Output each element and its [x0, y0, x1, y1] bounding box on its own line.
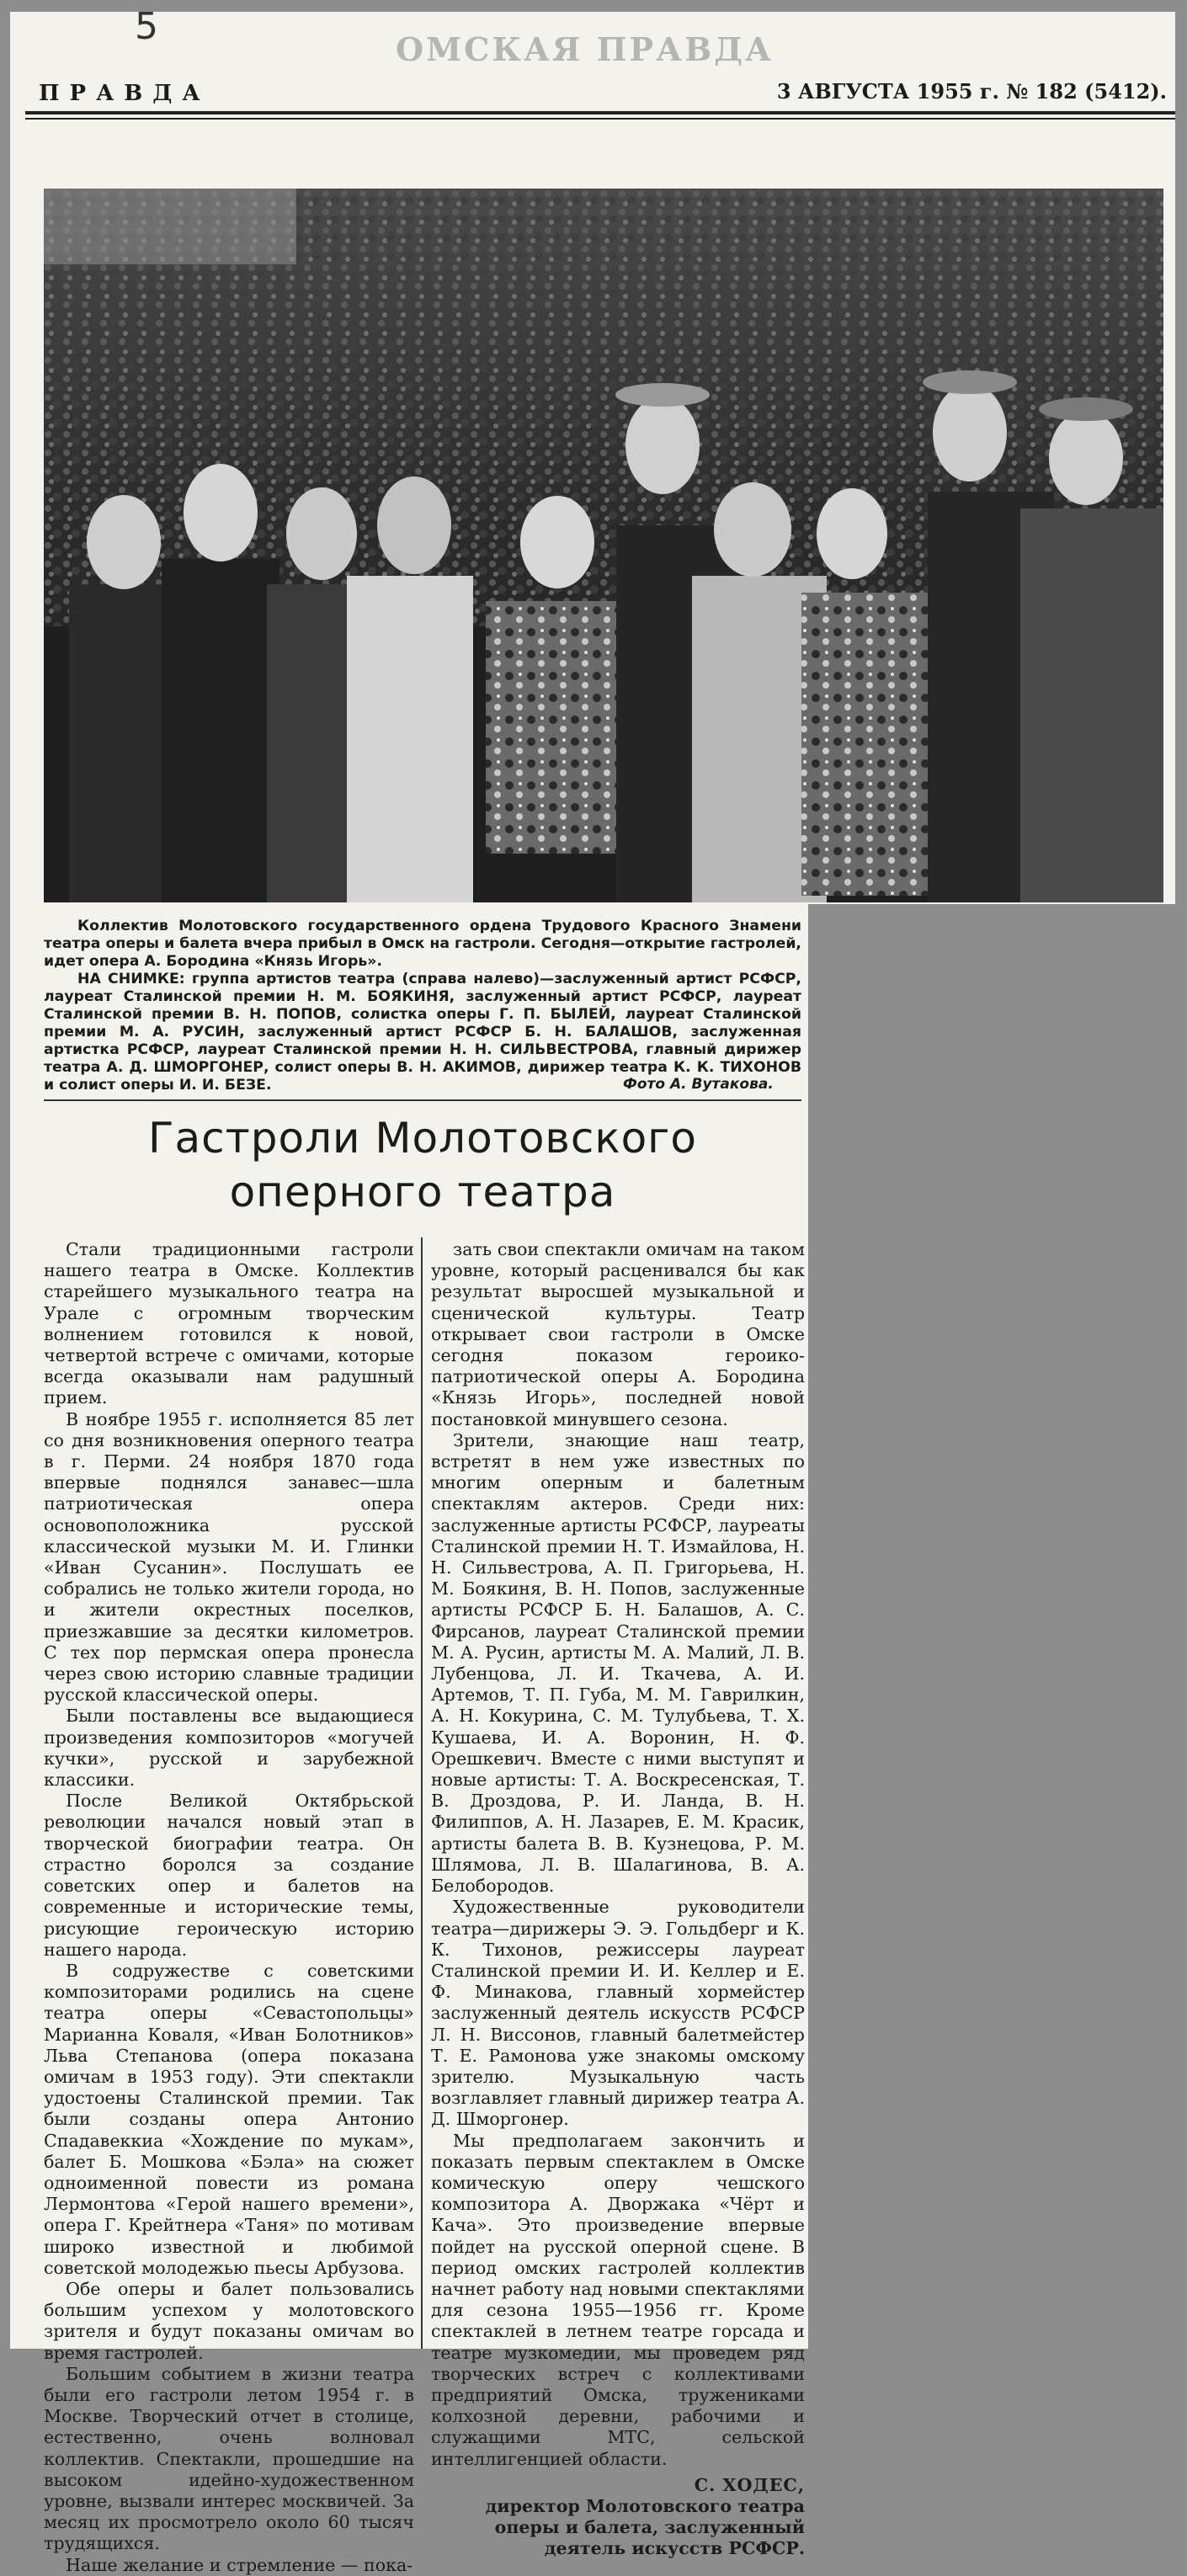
column-divider: [421, 1237, 423, 2349]
newspaper-name: ПРАВДА: [39, 81, 210, 106]
article-paragraph: зать свои спектакли омичам на таком уровне, который расценивался бы как результат выросшей музыкальной и сценической культуры. Театр открывает свои гастроли в Омске сегодня показом героико-патриотической оперы А. Бородина «Князь Игорь», последней новой постановкой минувшего сезона.: [431, 1239, 805, 1429]
caption-rule: [44, 1099, 801, 1101]
issue-date-line: 3 АВГУСТА 1955 г. № 182 (5412).: [776, 79, 1167, 104]
article-paragraph: Мы предполагаем закончить и показать первым спектаклем в Омске комическую оперу чешского композитора А. Дворжака «Чёрт и Кача». Это произведение впервые пойдет на русской оперной сцене. В период омских гастролей коллектив начнет работу над новыми спектаклями для сезона 1955—1956 гг. Кроме спектаклей в летнем театре горсада и театре музкомедии, мы проведем ряд творческих встреч с коллективами предприятий Омска, тружениками колхозной деревни, рабочими и служащими МТС, сельской интеллигенцией области.: [431, 2130, 805, 2469]
article-paragraph: Наше желание и стремление — пока-: [66, 2554, 413, 2575]
group-photo: [44, 189, 1163, 902]
article-paragraph: Стали традиционными гастроли нашего театра в Омске. Коллектив старейшего музыкального театра на Урале с огромным творческим волнением готовился к новой, четвертой встрече с омичами, которые всегда оказывали нам радушный прием.: [44, 1239, 414, 1408]
masthead-rule-thick: [25, 111, 1175, 114]
photo-credit: Фото А. Вутакова.: [623, 1076, 774, 1093]
author-signature: С. ХОДЕС,: [694, 2474, 805, 2495]
article-paragraph: Были поставлены все выдающиеся произведения композиторов «могучей кучки», русской и зарубежной классики.: [44, 1706, 414, 1791]
caption-paragraph: НА СНИМКЕ: группа артистов театра (справа налево)—заслуженный артист РСФСР, лауреат Сталинской премии Н. М. БОЯКИНЯ, заслуженный артист РСФСР, лауреат Сталинской премии В. Н. ПОПОВ, солистка оперы Г. П. БЫЛЕЙ, лауреат Сталинской премии М. А. РУСИН, заслуженный артист РСФСР Б. Н. БАЛАШОВ, заслуженная артистка РСФСР, лауреат Сталинской премии Н. Н. СИЛЬВЕСТРОВА, главный дирижер театра А. Д. ШМОРГОНЕР, солист оперы В. Н. АКИМОВ, дирижер театра К. К. ТИХОНОВ и солист оперы И. И. БЕЗЕ.: [44, 971, 801, 1094]
photo-caption: [44, 918, 801, 1094]
article-paragraph: После Великой Октябрьской революции начался новый этап в творческой биографии театра. Он страстно боролся за создание советских опер и балетов на современные и исторические темы, рисующие героическую историю нашего народа.: [44, 1791, 414, 1960]
article-headline: [44, 1111, 801, 1219]
caption-paragraph: Коллектив Молотовского государственного ордена Трудового Красного Знамени театра оперы и балета вчера прибыл в Омск на гастроли. Сегодня—открытие гастролей, идет опера А. Бородина «Князь Игорь».: [44, 918, 801, 970]
article-paragraph: Художественные руководители театра—дирижеры Э. Э. Гольдберг и К. К. Тихонов, режиссеры лауреат Сталинской премии И. И. Келлер и Е. Ф. Минакова, главный хормейстер заслуженный деятель искусств РСФСР Л. Н. Виссонов, главный балетмейстер Т. Е. Рамонова уже знакомы омскому зрителю. Музыкальную часть возглавляет главный дирижер театра А. Д. Шморгонер.: [431, 1897, 805, 2130]
article-paragraph: Большим событием в жизни театра были его гастроли летом 1954 г. в Москве. Творческий отчет в столице, естественно, очень волновал коллектив. Спектакли, прошедшие на высоком идейно-художественном уровне, вызвали интерес москвичей. За месяц их просмотрело около 60 тысяч трудящихся.: [44, 2363, 414, 2554]
article-column-right: [431, 1239, 805, 2560]
article-paragraph: В ноябре 1955 г. исполняется 85 лет со дня возникновения оперного театра в г. Перми. 24 ноября 1870 года впервые поднялся занавес—шла патриотическая опера основоположника русской классической музыки М. И. Глинки «Иван Сусанин». Послушать ее собрались не только жители города, но и жители окрестных поселков, приезжавшие за десятки километров. С тех пор пермская опера пронесла через свою историю славные традиции русской классической оперы.: [44, 1408, 414, 1706]
article-paragraph: В содружестве с советскими композиторами родились на сцене театра оперы «Севастопольцы» Марианна Коваля, «Иван Болотников» Льва Степанова (опера показана омичам в 1953 году). Эти спектакли удостоены Сталинской премии. Так были созданы опера Антонио Спадавеккиа «Хождение по мукам», балет Б. Мошкова «Бэла» на сюжет одноименной повести из романа Лермонтова «Герой нашего времени», опера Г. Крейтнера «Таня» по мотивам широко известной и любимой советской молодежью пьесы Арбузова.: [44, 1960, 414, 2278]
headline-line: Гастроли Молотовского: [147, 1114, 698, 1163]
handwritten-page-number: 5: [135, 5, 158, 48]
headline-line: оперного театра: [229, 1168, 616, 1216]
library-stamp: ОМСКАЯ ПРАВДА: [396, 30, 774, 68]
article-column-left: [44, 1239, 414, 2576]
article-paragraph: Обе оперы и балет пользовались большим успехом у молотовского зрителя и будут показаны омичам во время гастролей.: [44, 2278, 414, 2363]
masthead-rule-thin: [25, 118, 1175, 120]
author-title: директор Молотовского театра оперы и балета, заслуженный деятель искусств РСФСР.: [485, 2495, 805, 2559]
article-paragraph: Зрители, знающие наш театр, встретят в нем уже известных по многим оперным и балетным спектаклям актеров. Среди них: заслуженные артисты РСФСР, лауреаты Сталинской премии Н. Т. Измайлова, Н. Н. Сильвестрова, А. П. Григорьева, Н. М. Боякиня, В. Н. Попов, заслуженные артисты РСФСР Б. Н. Балашов, А. С. Фирсанов, лауреат Сталинской премии М. А. Русин, артисты М. А. Малий, Л. В. Лубенцова, Л. И. Ткачева, А. И. Артемов, Т. П. Губа, М. М. Гаврилкин, А. Н. Кокурина, С. М. Тулубьева, Т. Х. Кушаева, И. А. Воронин, Н. Ф. Орешкевич. Вместе с ними выступят и новые артисты: Т. А. Воскресенская, Т. В. Дроздова, Р. И. Ланда, В. Н. Филиппов, А. Н. Лазарев, Е. М. Красик, артисты балета В. В. Кузнецова, Р. М. Шлямова, Л. В. Шалагинова, В. А. Белобородов.: [431, 1429, 805, 1897]
group-photo-image: [44, 189, 1163, 902]
